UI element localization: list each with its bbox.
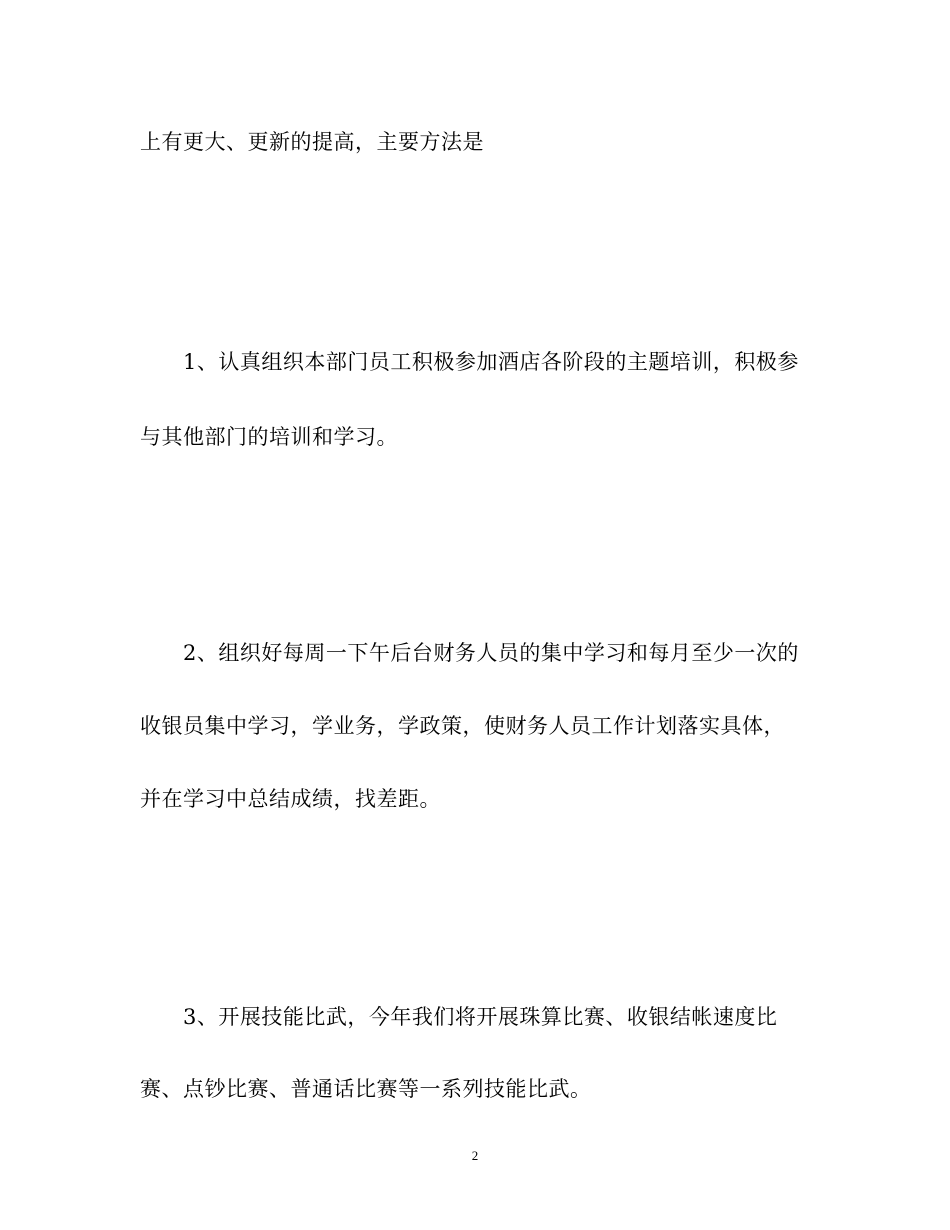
item-2-line-1: 2、组织好每周一下午后台财务人员的集中学习和每月至少一次的 — [183, 641, 799, 665]
item-1-line-1: 1、认真组织本部门员工积极参加酒店各阶段的主题培训，积极参 — [183, 350, 799, 374]
page-number: 2 — [471, 1148, 479, 1163]
item-1-line-2: 与其他部门的培训和学习。 — [140, 425, 398, 449]
paragraph-intro-line: 上有更大、更新的提高，主要方法是 — [140, 130, 484, 154]
item-3-line-2: 赛、点钞比赛、普通话比赛等一系列技能比武。 — [140, 1077, 592, 1101]
item-3-line-1: 3、开展技能比武，今年我们将开展珠算比赛、收银结帐速度比 — [183, 1005, 778, 1029]
item-2-line-2: 收银员集中学习，学业务，学政策，使财务人员工作计划落实具体， — [140, 714, 785, 738]
item-2-line-3: 并在学习中总结成绩，找差距。 — [140, 787, 441, 811]
